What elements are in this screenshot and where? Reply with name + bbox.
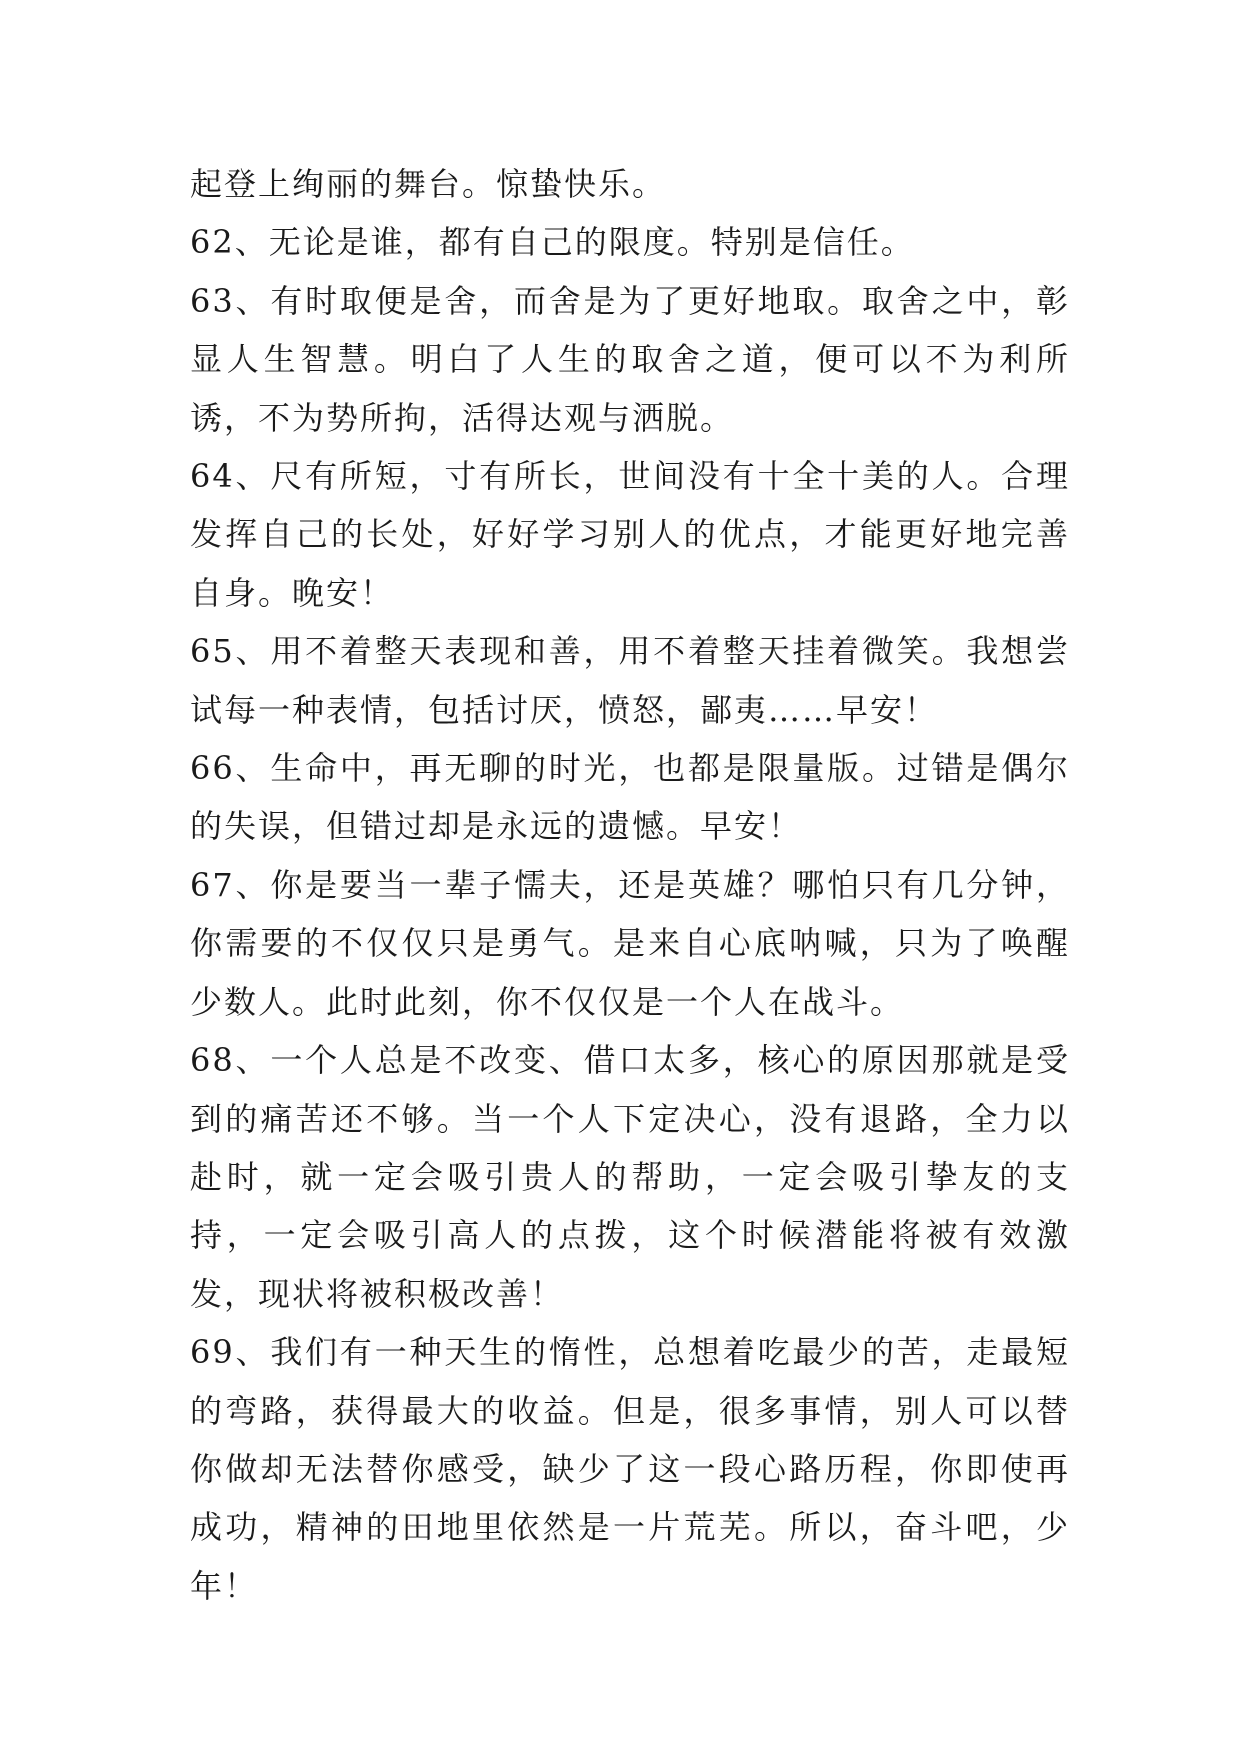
paragraph-68: 68、一个人总是不改变、借口太多，核心的原因那就是受到的痛苦还不够。当一个人下定决心，没有退路，全力以赴时，就一定会吸引贵人的帮助，一定会吸引挚友的支持，一定会吸引高人的点拨，这个时候潜能将被有效激发，现状将被积极改善！ xyxy=(190,1041,1070,1313)
paragraph-65: 65、用不着整天表现和善，用不着整天挂着微笑。我想尝试每一种表情，包括讨厌，愤怒，鄙夷……早安！ xyxy=(190,632,1070,729)
paragraph-66: 66、生命中，再无聊的时光，也都是限量版。过错是偶尔的失误，但错过却是永远的遗憾。早安！ xyxy=(190,749,1070,846)
paragraph-64: 64、尺有所短，寸有所长，世间没有十全十美的人。合理发挥自己的长处，好好学习别人的优点，才能更好地完善自身。晚安！ xyxy=(190,457,1070,612)
body-text xyxy=(190,155,1070,1615)
paragraph-continuation: 起登上绚丽的舞台。惊蛰快乐。 xyxy=(190,165,667,203)
paragraph-69: 69、我们有一种天生的惰性，总想着吃最少的苦，走最短的弯路，获得最大的收益。但是，很多事情，别人可以替你做却无法替你感受，缺少了这一段心路历程，你即使再成功，精神的田地里依然是一片荒芜。所以，奋斗吧，少年！ xyxy=(190,1333,1070,1605)
paragraph-67: 67、你是要当一辈子懦夫，还是英雄？哪怕只有几分钟，你需要的不仅仅只是勇气。是来自心底呐喊，只为了唤醒少数人。此时此刻，你不仅仅是一个人在战斗。 xyxy=(190,865,1070,1021)
paragraph-63: 63、有时取便是舍，而舍是为了更好地取。取舍之中，彰显人生智慧。明白了人生的取舍之道，便可以不为利所诱，不为势所拘，活得达观与洒脱。 xyxy=(190,281,1070,437)
paragraph-62: 62、无论是谁，都有自己的限度。特别是信任。 xyxy=(190,223,915,262)
